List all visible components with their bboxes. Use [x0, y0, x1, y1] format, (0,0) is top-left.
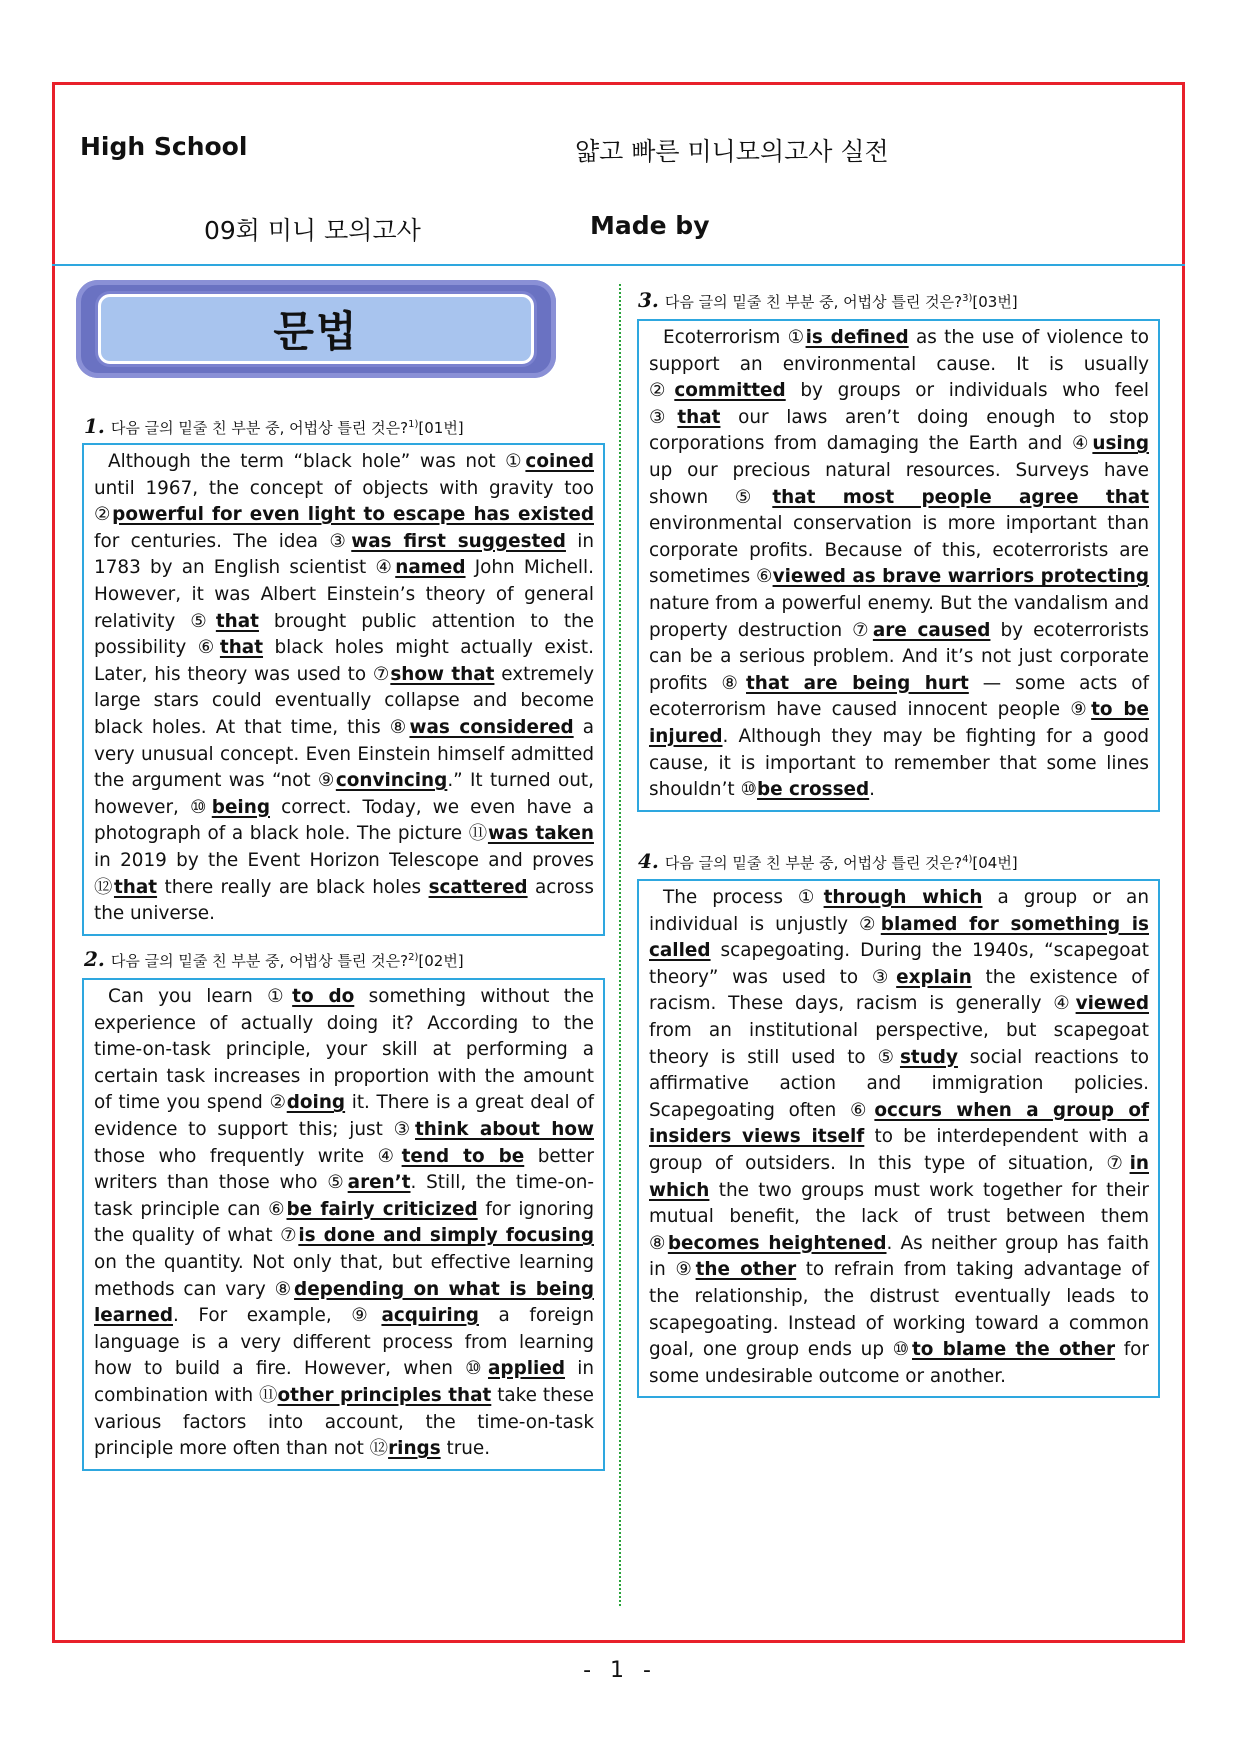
school-label: High School — [80, 132, 248, 161]
underlined-choice: doing — [286, 1092, 346, 1114]
underlined-choice: think about how — [415, 1118, 594, 1140]
underlined-choice: was first suggested — [351, 530, 566, 552]
underlined-choice: occurs when a group of insiders views itself — [649, 1099, 1149, 1148]
passage-text: black holes might actually exist. Later, his theory was used to ⑦ — [94, 637, 594, 685]
passage-text: social reactions to affirmative action and immigration policies. Scapegoating often ⑥ — [649, 1046, 1149, 1121]
question-1-title — [84, 414, 464, 438]
passage-text: Ecoterrorism ① — [663, 327, 806, 348]
passage-text: John Michell. However, it was Albert Einstein’s theory of general relativity ⑤ — [94, 557, 594, 632]
question-1-box — [82, 443, 605, 936]
underlined-choice: depending on what is being learned — [94, 1278, 594, 1327]
underlined-choice: are caused — [872, 619, 991, 641]
underlined-choice: that — [677, 406, 721, 428]
underlined-choice: applied — [488, 1358, 565, 1380]
passage-text: .” It turned out, however, ⑩ — [94, 770, 594, 818]
underlined-choice: is done and simply focusing — [298, 1225, 594, 1247]
question-2-title — [84, 947, 464, 971]
made-by-label: Made by — [590, 211, 710, 240]
passage-text: those who frequently write ④ — [94, 1145, 402, 1167]
passage-text: as the use of violence to support an environmental cause. It is usually ② — [649, 327, 1149, 402]
underlined-choice: convincing — [335, 770, 448, 792]
question-prompt: 다음 글의 밑줄 친 부분 중, 어법상 틀린 것은? — [664, 293, 963, 311]
passage-text: for ignoring the quality of what ⑦ — [94, 1198, 595, 1247]
passage-text: extremely large stars could eventually collapse and become black holes. At that time, this ⑧ — [94, 663, 594, 738]
underlined-choice: that most people agree that — [772, 486, 1149, 508]
passage-text: there really are black holes — [157, 876, 429, 898]
passage-text: . As neither group has faith in ⑨ — [649, 1232, 1149, 1281]
page-number: - 1 - — [583, 1658, 657, 1683]
passage-text: . For example, ⑨ — [173, 1305, 382, 1327]
question-prompt: 다음 글의 밑줄 친 부분 중, 어법상 틀린 것은? — [110, 419, 409, 437]
underlined-choice: viewed — [1075, 993, 1149, 1015]
underlined-choice: show that — [390, 663, 495, 685]
question-3-box — [637, 319, 1160, 812]
passage-text: environmental conservation is more important than corporate profits. Because of this, ecoterrorists are sometimes ⑥ — [649, 513, 1149, 588]
passage-text: our laws aren’t doing enough to stop corporations from damaging the Earth and ④ — [649, 406, 1149, 455]
underlined-choice: powerful for even light to escape has existed — [112, 504, 594, 526]
question-source: [04번] — [972, 854, 1018, 872]
underlined-choice: to blame the other — [912, 1339, 1116, 1361]
underlined-choice: that — [215, 610, 259, 632]
passage-text: nature from a powerful enemy. But the vandalism and property destruction ⑦ — [649, 592, 1149, 641]
underlined-choice: aren’t — [347, 1172, 411, 1194]
underlined-choice: rings — [388, 1438, 441, 1460]
passage-text: to refrain from taking advantage of the relationship, the distrust eventually leads to scapegoating. Instead of working toward a common goal, one group ends up ⑩ — [649, 1259, 1149, 1361]
section-banner — [76, 280, 556, 378]
underlined-choice: scattered — [428, 876, 528, 898]
underlined-choice: tend to be — [401, 1145, 525, 1167]
passage-text: take these various factors into account, the time-on-task principle more often than not ⑫ — [94, 1384, 594, 1460]
underlined-choice: to do — [292, 986, 355, 1007]
passage-text: by ecoterrorists can be a serious problem. And it’s not just corporate profits ⑧ — [649, 619, 1149, 694]
question-number: 1. — [84, 414, 105, 438]
header-divider — [52, 264, 1185, 266]
question-4-title — [638, 849, 1018, 873]
underlined-choice: that — [113, 876, 158, 898]
question-prompt: 다음 글의 밑줄 친 부분 중, 어법상 틀린 것은? — [110, 952, 409, 970]
passage-text: in 1783 by an English scientist ④ — [94, 530, 594, 579]
passage-text: . Although they may be fighting for a good cause, it is important to remember that some lines shouldn’t ⑩ — [649, 725, 1149, 801]
passage-text: in 2019 by the Event Horizon Telescope and proves ⑫ — [94, 849, 594, 898]
passage-text: the two groups must work together for their mutual benefit, the lack of trust between them ⑧ — [649, 1179, 1149, 1254]
question-number: 4. — [638, 849, 659, 873]
underlined-choice: be fairly criticized — [286, 1198, 478, 1220]
passage-text: in combination with ⑪ — [94, 1358, 594, 1406]
underlined-choice: was considered — [409, 716, 574, 738]
passage-text: up our precious natural resources. Surveys have shown ⑤ — [649, 459, 1149, 508]
underlined-choice: through which — [823, 887, 983, 908]
footnote-marker: 1) — [408, 419, 419, 430]
passage-text: a group or an individual is unjustly ② — [649, 887, 1149, 935]
underlined-choice: is defined — [805, 327, 909, 348]
underlined-choice: that are being hurt — [746, 672, 969, 694]
passage-text: better writers than those who ⑤ — [94, 1145, 594, 1194]
passage-text: across the universe. — [94, 876, 594, 925]
passage-text: it. There is a great deal of evidence to support this; just ③ — [94, 1092, 594, 1140]
underlined-choice: explain — [896, 966, 972, 988]
passage-text: for centuries. The idea ③ — [94, 530, 352, 552]
passage-text: until 1967, the concept of objects with gravity too ② — [94, 477, 594, 526]
question-2-passage — [94, 984, 594, 1463]
underlined-choice: study — [899, 1046, 958, 1068]
question-3-passage — [649, 325, 1149, 804]
underlined-choice: being — [211, 796, 270, 818]
underlined-choice: that — [219, 637, 264, 659]
underlined-choice: was taken — [487, 823, 594, 845]
passage-text: The process ① — [663, 887, 824, 908]
passage-text: Can you learn ① — [108, 986, 293, 1007]
passage-text: correct. Today, we even have a photograph of a black hole. The picture ⑪ — [94, 796, 595, 845]
question-source: [03번] — [972, 293, 1018, 311]
question-number: 2. — [84, 947, 105, 971]
underlined-choice: using — [1092, 433, 1149, 455]
passage-text: to be interdependent with a group of outsiders. In this type of situation, ⑦ — [649, 1126, 1149, 1174]
question-3-title — [638, 288, 1018, 312]
section-banner-inner — [98, 294, 534, 364]
passage-text: for some undesirable outcome or another. — [649, 1339, 1149, 1387]
passage-text: brought public attention to the possibility ⑥ — [94, 610, 594, 659]
question-source: [02번] — [418, 952, 464, 970]
passage-text: . — [869, 779, 876, 801]
underlined-choice: becomes heightened — [667, 1232, 887, 1254]
passage-text: . Still, the time-on-task principle can ⑥ — [94, 1172, 594, 1220]
passage-text: the existence of racism. These days, racism is generally ④ — [649, 966, 1149, 1015]
underlined-choice: be crossed — [756, 779, 870, 801]
passage-text: from an institutional perspective, but scapegoat theory is still used to ⑤ — [649, 1019, 1149, 1068]
footnote-marker: 4) — [962, 854, 973, 865]
footnote-marker: 3) — [962, 293, 973, 304]
passage-text: a very unusual concept. Even Einstein himself admitted the argument was “not ⑨ — [94, 716, 594, 792]
column-divider — [619, 284, 621, 1606]
passage-text: true. — [440, 1438, 491, 1460]
underlined-choice: blamed for something is called — [649, 913, 1149, 962]
series-title: 얇고 빠른 미니모의고사 실전 — [575, 137, 889, 166]
underlined-choice: named — [395, 557, 466, 579]
question-prompt: 다음 글의 밑줄 친 부분 중, 어법상 틀린 것은? — [664, 854, 963, 872]
question-4-box — [637, 879, 1160, 1398]
question-2-box — [82, 978, 605, 1471]
underlined-choice: to be injured — [649, 699, 1150, 747]
underlined-choice: acquiring — [381, 1305, 479, 1327]
passage-text: on the quantity. Not only that, but effective learning methods can vary ⑧ — [94, 1251, 594, 1300]
passage-text: Although the term “black hole” was not ① — [108, 451, 526, 472]
underlined-choice: viewed as brave warriors protecting — [772, 566, 1150, 588]
question-1-passage — [94, 449, 594, 928]
passage-text: something without the experience of actually doing it? According to the time-on-task principle, your skill at performing a certain task increases in proportion with the amount of time you spend ② — [94, 986, 594, 1114]
passage-text: by groups or individuals who feel ③ — [649, 380, 1149, 428]
underlined-choice: coined — [525, 451, 594, 472]
underlined-choice: other principles that — [277, 1384, 492, 1406]
question-source: [01번] — [418, 419, 464, 437]
passage-text: a foreign language is a very different process from learning how to build a fire. However, when ⑩ — [94, 1305, 594, 1380]
question-number: 3. — [638, 288, 659, 312]
underlined-choice: in which — [649, 1152, 1149, 1201]
section-title: 문법 — [273, 307, 359, 356]
question-4-passage — [649, 885, 1149, 1390]
passage-text: scapegoating. During the 1940s, “scapegoat theory” was used to ③ — [649, 940, 1149, 988]
exam-round-label: 09회 미니 모의고사 — [204, 216, 421, 245]
underlined-choice: the other — [695, 1259, 797, 1281]
footnote-marker: 2) — [408, 952, 419, 963]
underlined-choice: committed — [674, 380, 786, 402]
passage-text: — some acts of ecoterrorism have caused innocent people ⑨ — [649, 672, 1149, 721]
